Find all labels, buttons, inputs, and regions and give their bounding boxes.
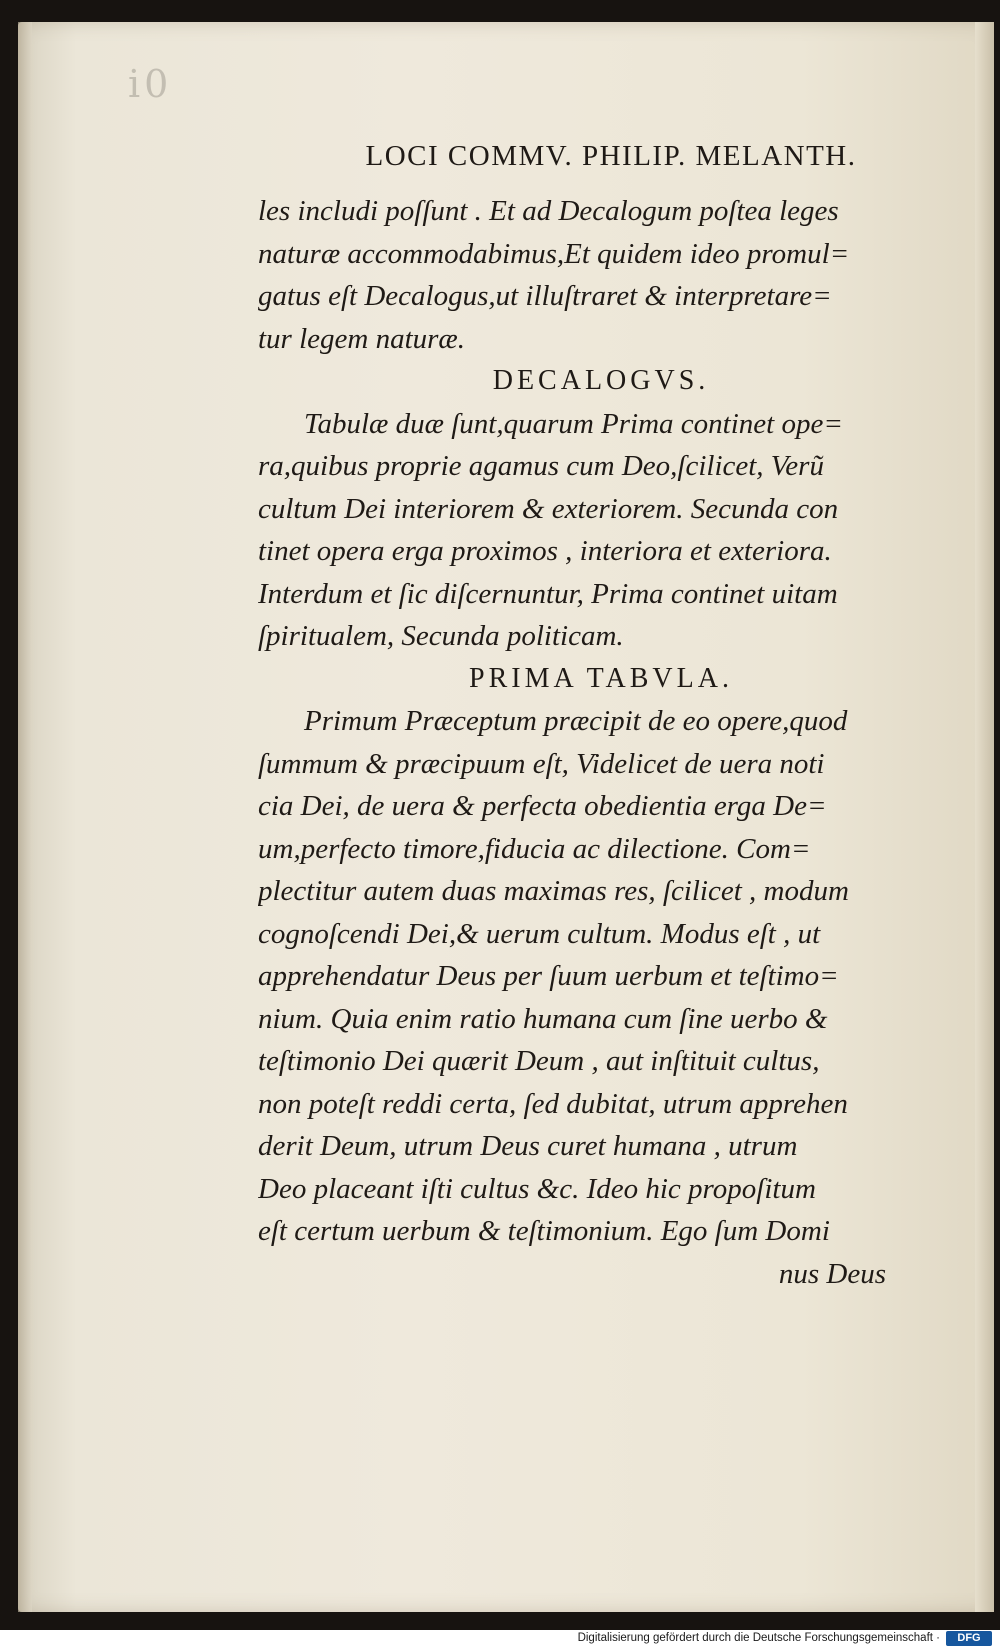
text-line: Deo placeant iſti cultus &c. Ideo hic propoſitum [258, 1172, 816, 1205]
text-line: ra,quibus proprie agamus cum Deo,ſcilicet, Verũ [258, 450, 824, 482]
section-heading-prima-tabula: PRIMA TABVLA. [469, 662, 733, 694]
page-edge-right [975, 22, 994, 1612]
funding-credit: Digitalisierung gefördert durch die Deutsche Forschungsgemeinschaft · [577, 1632, 940, 1644]
text-line: ſummum & præcipuum eſt, Videlicet de uera noti [258, 747, 825, 780]
page-gutter-left [18, 22, 32, 1612]
text-line: naturæ accommodabimus,Et quidem ideo promul= [258, 237, 850, 270]
text-line: derit Deum, utrum Deus curet humana , utrum [258, 1130, 798, 1162]
pencil-folio-mark: i0 [128, 62, 173, 106]
text-line: plectitur autem duas maximas res, ſcilicet , modum [258, 875, 849, 907]
text-line: um,perfecto timore,fiducia ac dilectione. Com= [258, 832, 811, 865]
text-line: nium. Quia enim ratio humana cum ſine uerbo & [258, 1002, 828, 1035]
section-heading-decalogus: DECALOGVS. [492, 365, 710, 396]
text-line: les includi poſſunt . Et ad Decalogum poſtea leges [258, 195, 839, 227]
text-line: Interdum et ſic diſcernuntur, Prima continet uitam [258, 577, 838, 610]
text-line: ſpiritualem, Secunda politicam. [258, 620, 624, 652]
text-line: cognoſcendi Dei,& uerum cultum. Modus eſt , ut [258, 917, 821, 950]
dfg-logo: DFG [946, 1631, 992, 1646]
text-line: non poteſt reddi certa, ſed dubitat, utrum apprehen [258, 1087, 848, 1120]
text-line: cia Dei, de uera & perfecta obedientia erga De= [258, 790, 827, 822]
text-line: Tabulæ duæ ſunt,quarum Prima continet ope= [304, 407, 843, 440]
running-head: LOCI COMMV. PHILIP. MELANTH. [365, 140, 857, 172]
text-line: gatus eſt Decalogus,ut illuſtraret & interpretare= [258, 280, 832, 312]
text-line: tur legem naturæ. [258, 322, 466, 355]
text-block [258, 138, 944, 1295]
text-line: Primum Præceptum præcipit de eo opere,quod [304, 705, 848, 737]
text-line: tinet opera erga proximos , interiora et exteriora. [258, 535, 832, 567]
catchword: nus Deus [778, 1257, 886, 1290]
text-line: eſt certum uerbum & teſtimonium. Ego ſum Domi [258, 1215, 830, 1247]
text-line: cultum Dei interiorem & exteriorem. Secunda con [258, 492, 839, 525]
text-line: apprehendatur Deus per ſuum uerbum et teſtimo= [258, 960, 839, 992]
text-line: teſtimonio Dei quærit Deum , aut inſtituit cultus, [258, 1045, 820, 1077]
